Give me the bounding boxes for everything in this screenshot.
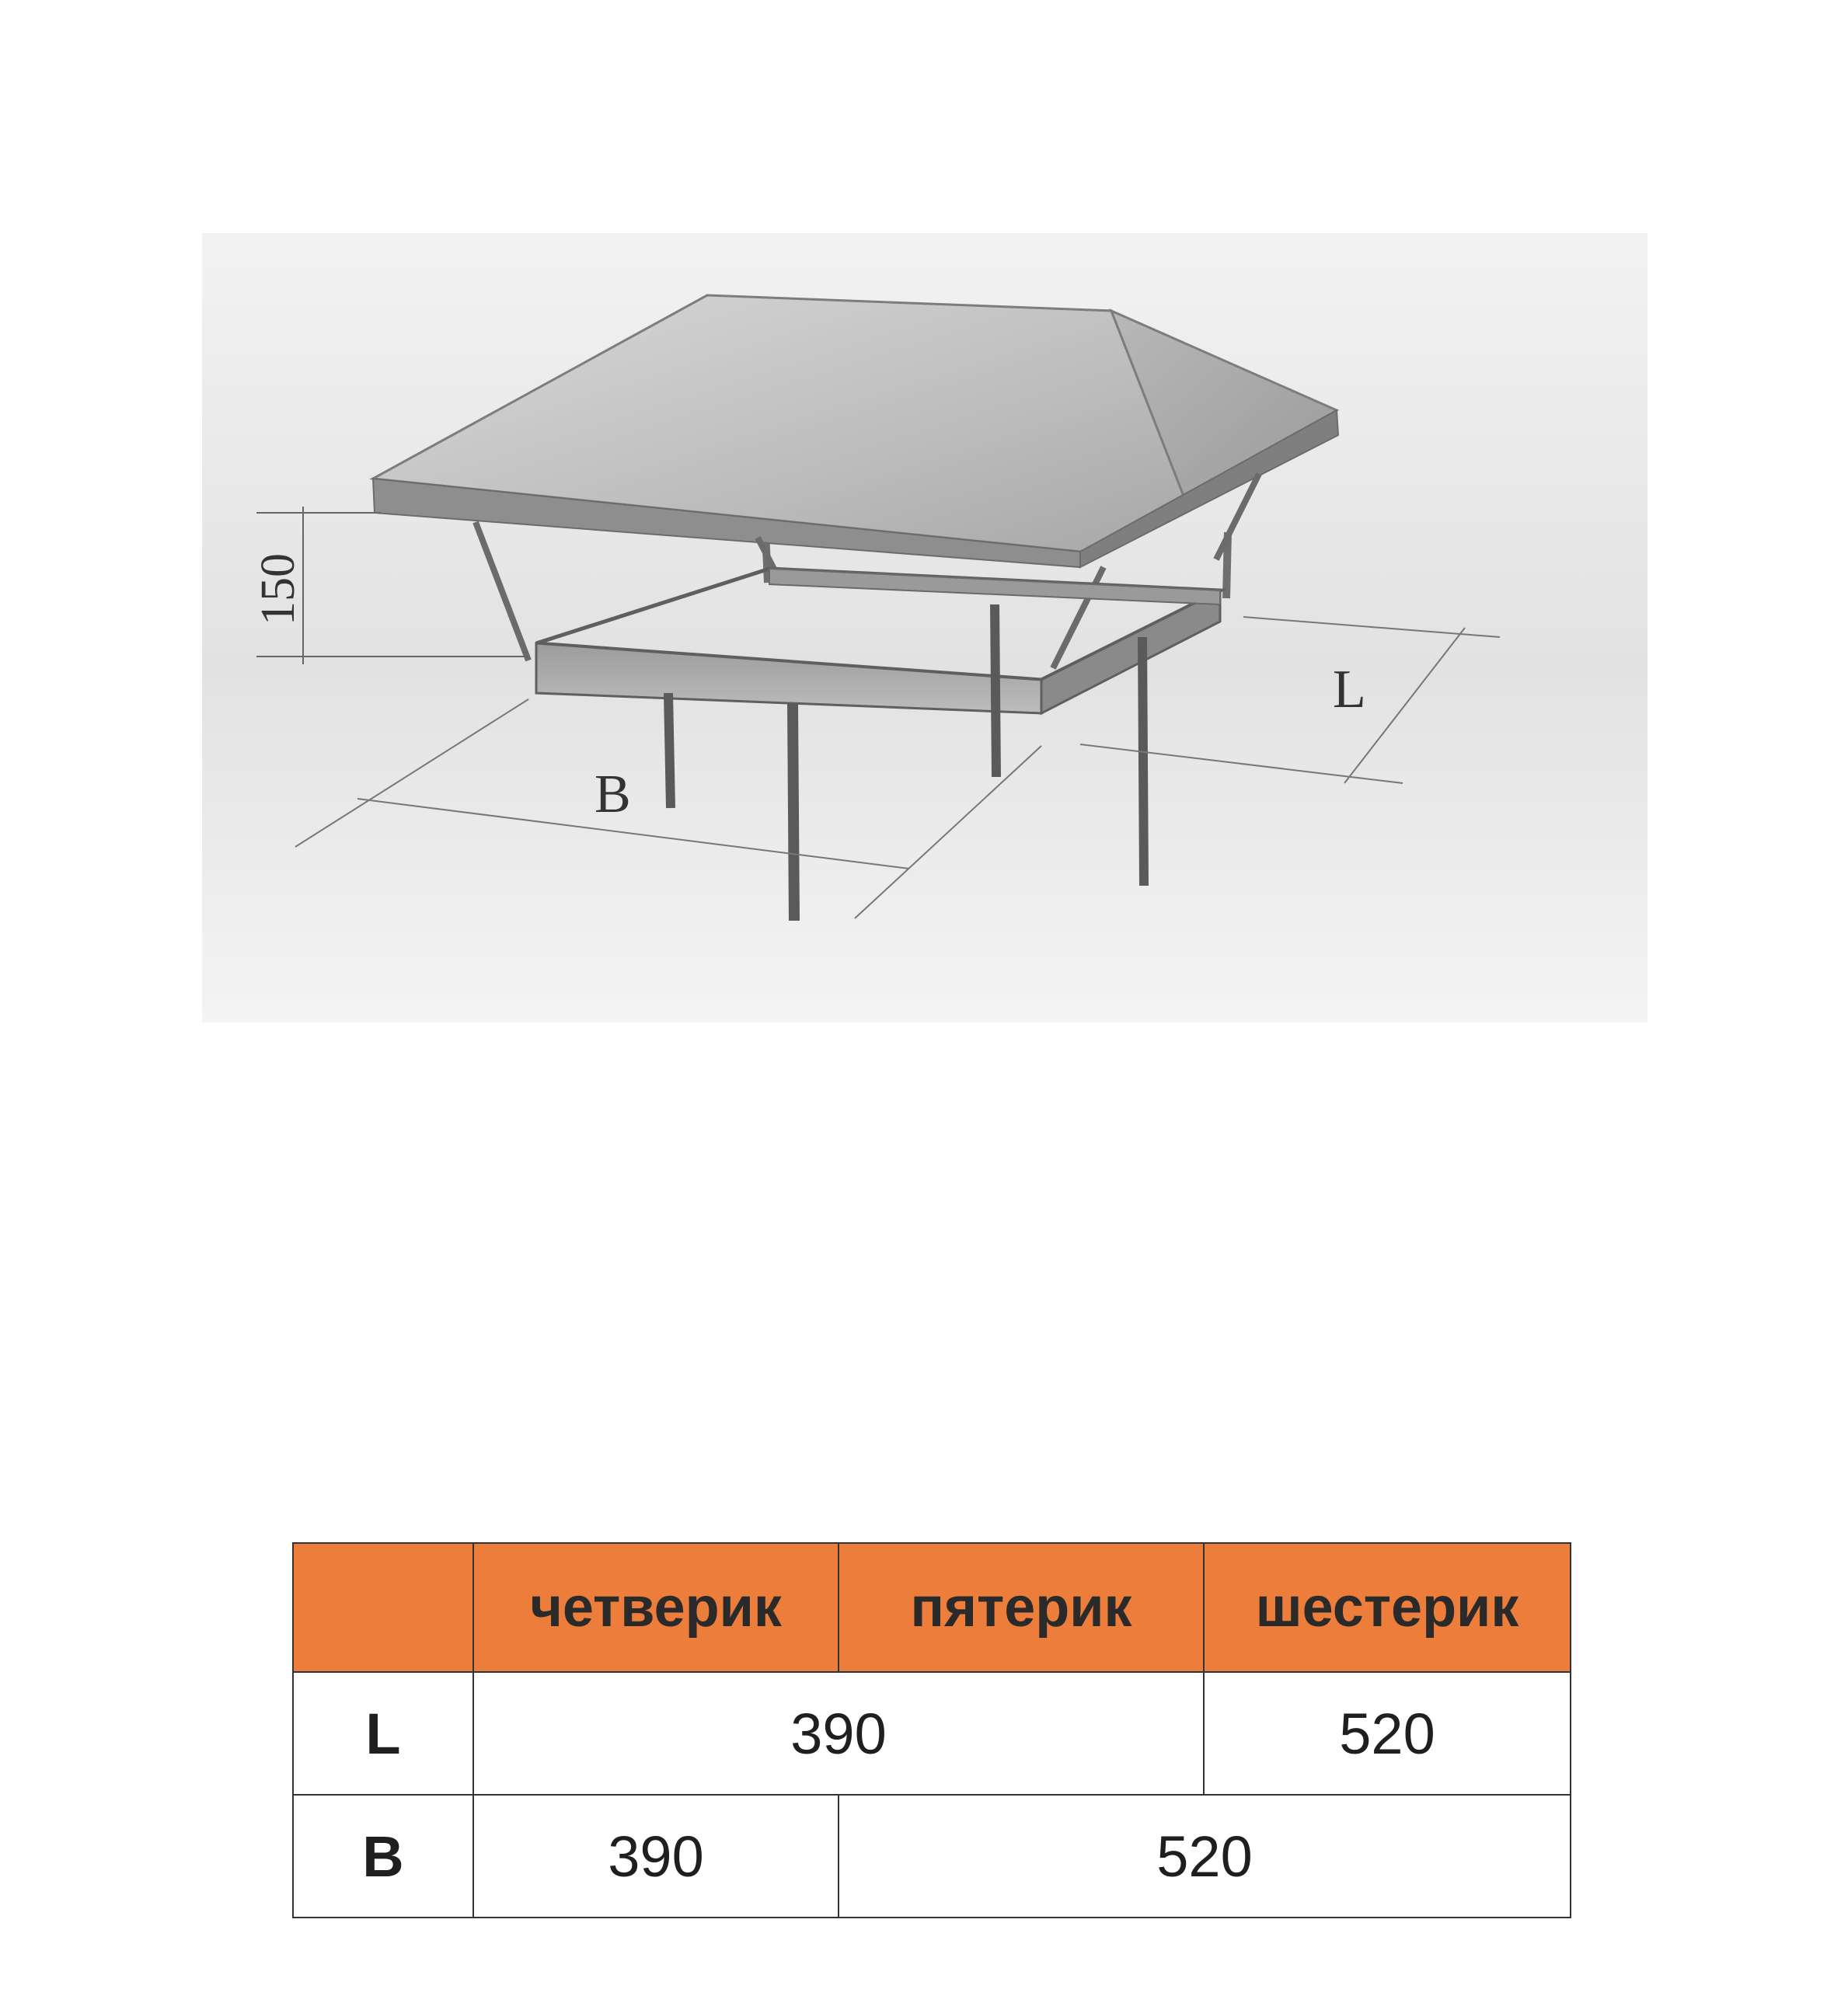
cell-b-paterik-shesterik: 520 bbox=[839, 1795, 1571, 1918]
table-corner-cell bbox=[293, 1543, 473, 1672]
header-shesterik: шестерик bbox=[1204, 1543, 1571, 1672]
dim-height-label: 150 bbox=[252, 553, 305, 625]
dim-b-label: B bbox=[594, 765, 631, 824]
cell-b-chetverik: 390 bbox=[473, 1795, 839, 1918]
leg-front-mid bbox=[793, 703, 794, 921]
dim-l-label: L bbox=[1333, 660, 1366, 719]
chimney-cap-svg bbox=[202, 233, 1648, 1022]
row-label-b: B bbox=[293, 1795, 473, 1918]
table-header-row bbox=[293, 1543, 1571, 1672]
leg-back-mid bbox=[995, 604, 996, 777]
table-row bbox=[293, 1795, 1571, 1918]
leg-front-left bbox=[668, 693, 671, 808]
row-label-l: L bbox=[293, 1672, 473, 1795]
sizes-table bbox=[292, 1542, 1571, 1918]
cell-l-chetverik-paterik: 390 bbox=[473, 1672, 1204, 1795]
table-row bbox=[293, 1672, 1571, 1795]
leg-right bbox=[1142, 637, 1144, 886]
cell-l-shesterik: 520 bbox=[1204, 1672, 1571, 1795]
chimney-cap-drawing bbox=[202, 233, 1648, 1022]
header-paterik: пятерик bbox=[839, 1543, 1204, 1672]
header-chetverik: четверик bbox=[473, 1543, 839, 1672]
